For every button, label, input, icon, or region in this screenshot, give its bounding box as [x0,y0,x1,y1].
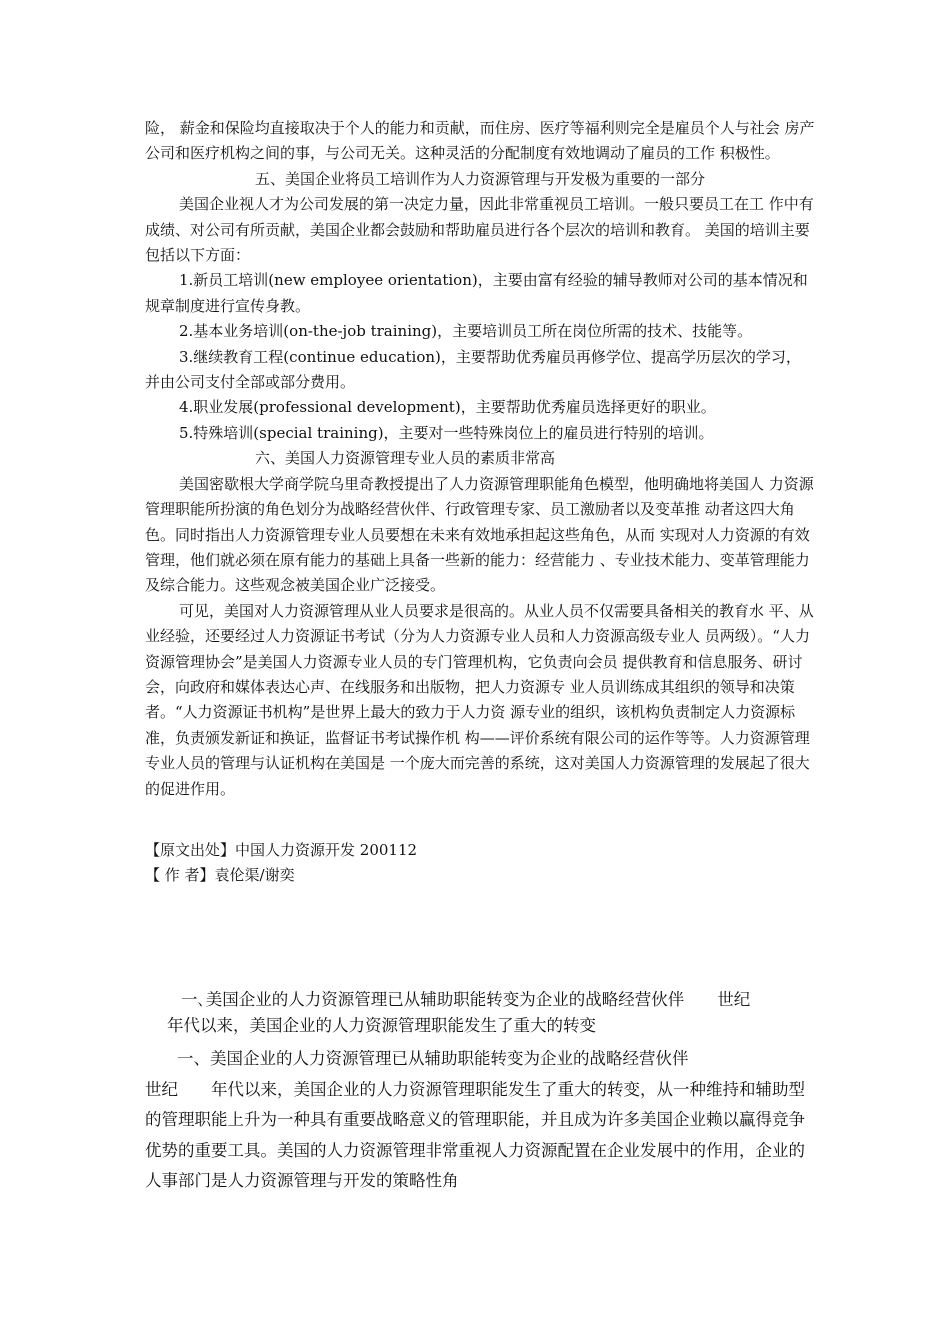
paragraph-michigan: 美国密歇根大学商学院乌里奇教授提出了人力资源管理职能角色模型，他明确地将美国人 力资源管理职能所扮演的角色划分为战略经营伙伴、行政管理专家、员工激励者以及变革推 动者这四大角色。同时指出人力资源管理专业人员要想在未来有效地承担起这些角色，从而 实现对人力资源的有效管理，他们就必须在原有能力的基础上具备一些新的能力：经营能力 、专业技术能力、变革管理能力及综合能力。这些观念被美国企业广泛接受。 [145,474,814,595]
article-section [145,116,815,802]
paragraph-requirements: 可见，美国对人力资源管理从业人员要求是很高的。从业人员不仅需要具备相关的教育水 平、从业经验，还要经过人力资源证书考试（分为人力资源专业人员和人力资源高级专业人 员两级）。“人力资源管理协会”是美国人力资源专业人员的专门管理机构，它负责向会员 提供教育和信息服务、研讨会，向政府和媒体表达心声、在线服务和出版物，把人力资源专 业人员训练成其组织的领导和决策者。“人力资源证书机构”是世界上最大的致力于人力资 源专业的组织，该机构负责制定人力资源标准，负责颁发新证和换证，监督证书考试操作机 构——评价系统有限公司的运作等等。人力资源管理专业人员的管理与认证机构在美国是 一个庞大而完善的系统，这对美国人力资源管理的发展起了很大的促进作用。 [145,601,814,798]
excerpt-line-2: 年代以来，美国企业的人力资源管理职能发生了重大的转变 [167,1016,596,1035]
source-author-value: 袁伦渠/谢奕 [214,866,295,884]
source-origin [145,838,545,863]
excerpt-body [145,1044,815,1197]
paragraph-training: 美国企业视人才为公司发展的第一决定力量，因此非常重视员工培训。一般只要员工在工 作中有成绩、对公司有所贡献，美国企业都会鼓励和帮助雇员进行各个层次的培训和教育。 美国的培训主要包括以下方面： [145,195,814,265]
source-origin-label: 【原文出处】 [145,841,236,859]
source-origin-value: 中国人力资源开发 200112 [235,841,418,859]
excerpt-line-1: 一､美国企业的人力资源管理已从辅助职能转变为企业的战略经营伙伴 世纪 [181,990,751,1009]
list-item-training-3: 3.继续教育工程(continue education)，主要帮助优秀雇员再修学位、提高学历层次的学习，并由公司支付全部或部分费用。 [145,347,801,392]
heading-training: 五、美国企业将员工培训作为人力资源管理与开发极为重要的一部分 [255,169,706,188]
list-item-training-4: 4.职业发展(professional development)，主要帮助优秀雇员选择更好的职业。 [179,398,716,417]
list-item-training-5: 5.特殊培训(special training)，主要对一些特殊岗位上的雇员进行特别的培训。 [179,423,714,442]
list-item-training-2: 2.基本业务培训(on-the-job training)，主要培训员工所在岗位所需的技术、技能等。 [179,322,753,341]
source-author [145,863,545,888]
source-info [145,838,545,888]
excerpt-header [145,987,815,1039]
list-item-training-1: 1.新员工培训(new employee orientation)，主要由富有经验的辅导教师对公司的基本情况和规章制度进行宣传身教。 [145,271,808,315]
heading-quality: 六、美国人力资源管理专业人员的素质非常高 [255,449,556,468]
excerpt-paragraph: 世纪 年代以来，美国企业的人力资源管理职能发生了重大的转变，从一种维持和辅助型的管理职能上升为一种具有重要战略意义的管理职能，并且成为许多美国企业赖以赢得竞争优势的重要工具。美国的人力资源管理非常重视人力资源配置在企业发展中的作用，企业的人事部门是人力资源管理与开发的策略性角 [145,1079,805,1191]
paragraph-benefits: 险， 薪金和保险均直接取决于个人的能力和贡献，而住房、医疗等福利则完全是雇员个人与社会 房产公司和医疗机构之间的事，与公司无关。这种灵活的分配制度有效地调动了雇员的工作 积极性。 [145,119,815,163]
source-author-label: 【 作 者】 [145,866,215,884]
excerpt-heading: 一、美国企业的人力资源管理已从辅助职能转变为企业的战略经营伙伴 [177,1049,689,1068]
